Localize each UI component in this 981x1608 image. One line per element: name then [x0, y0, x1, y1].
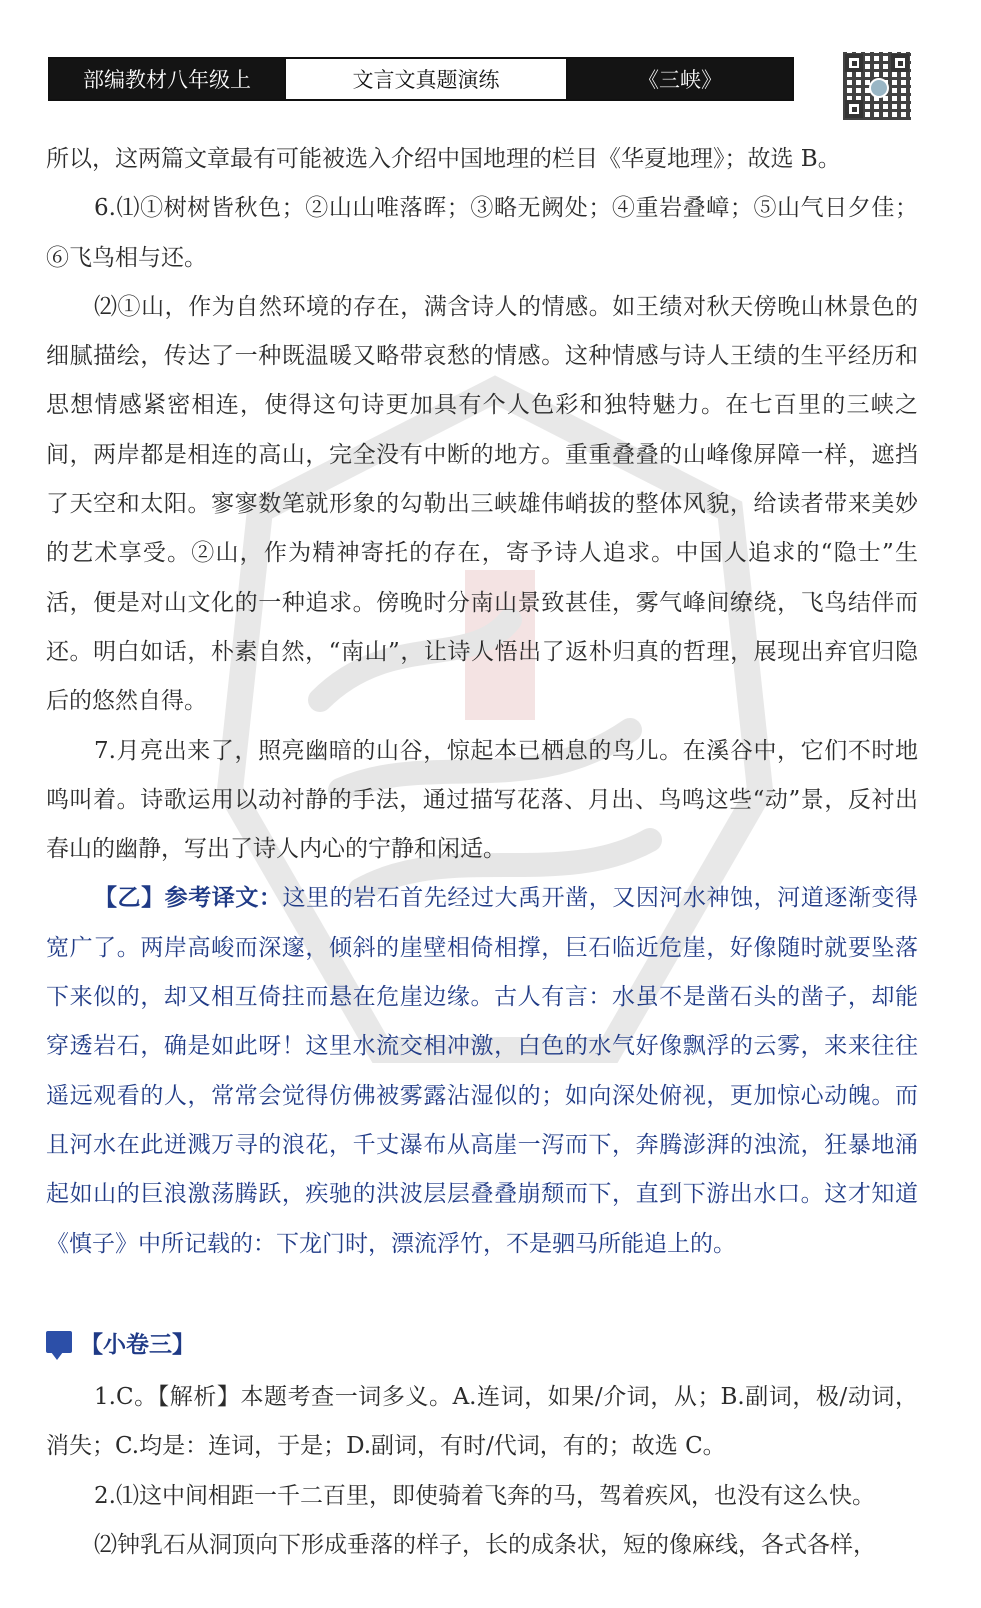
- header-bar: [48, 57, 794, 101]
- answer-body: [46, 135, 918, 1269]
- qr-code-icon: [843, 52, 911, 120]
- translation-text: 这里的岩石首先经过大禹开凿，又因河水神蚀，河道逐渐变得宽广了。两岸高峻而深邃，倾斜的崖壁相倚相撑，巨石临近危崖，好像随时就要坠落下来似的，却又相互倚拄而悬在危崖边缘。古人有言：水虽不是凿石头的凿子，却能穿透岩石，确是如此呀！这里水流交相冲激，白色的水气好像飘浮的云雾，来来往往遥远观看的人，常常会觉得仿佛被雾露沾湿似的；如向深处俯视，更加惊心动魄。而且河水在此迸溅万寻的浪花，千丈瀑布从高崖一泻而下，奔腾澎湃的浊流，狂暴地涌起如山的巨浪激荡腾跃，疾驰的洪波层层叠叠崩颓而下，直到下游出水口。这才知道《慎子》中所记载的：下龙门时，漂流浮竹，不是驷马所能追上的。: [46, 885, 919, 1257]
- translation-label: 【乙】参考译文：: [94, 885, 283, 912]
- section3-body: [46, 1373, 918, 1570]
- translation-paragraph: [46, 874, 918, 1268]
- answer-paragraph: 6.⑴①树树皆秋色；②山山唯落晖；③略无阙处；④重岩叠嶂；⑤山气日夕佳；⑥飞鸟相与还。: [46, 195, 918, 271]
- header-grade: 部编教材八年级上: [50, 59, 284, 99]
- answer-paragraph: ⑵钟乳石从洞顶向下形成垂落的样子，长的成条状，短的像麻线，各式各样，: [94, 1531, 876, 1558]
- section-heading: [46, 1322, 195, 1362]
- flag-icon: [46, 1331, 72, 1353]
- header-topic: 文言文真题演练: [284, 59, 568, 99]
- answer-paragraph: 1.C。【解析】本题考查一词多义。A.连词，如果/介词，从；B.副词，极/动词，消失；C.均是：连词，于是；D.副词，有时/代词，有的；故选 C。: [46, 1384, 918, 1460]
- answer-paragraph: ⑵①山，作为自然环境的存在，满含诗人的情感。如王绩对秋天傍晚山林景色的细腻描绘，传达了一种既温暖又略带哀愁的情感。这种情感与诗人王绩的生平经历和思想情感紧密相连，使得这句诗更加具有个人色彩和独特魅力。在七百里的三峡之间，两岸都是相连的高山，完全没有中断的地方。重重叠叠的山峰像屏障一样，遮挡了天空和太阳。寥寥数笔就形象的勾勒出三峡雄伟峭拔的整体风貌，给读者带来美妙的艺术享受。②山，作为精神寄托的存在，寄予诗人追求。中国人追求的“隐士”生活，便是对山文化的一种追求。傍晚时分南山景致甚佳，雾气峰间缭绕，飞鸟结伴而还。明白如话，朴素自然，“南山”，让诗人悟出了返朴归真的哲理，展现出弃官归隐后的悠然自得。: [46, 293, 918, 715]
- answer-paragraph: 7.月亮出来了，照亮幽暗的山谷，惊起本已栖息的鸟儿。在溪谷中，它们不时地鸣叫着。诗歌运用以动衬静的手法，通过描写花落、月出、鸟鸣这些“动”景，反衬出春山的幽静，写出了诗人内心的宁静和闲适。: [46, 737, 918, 863]
- answer-paragraph: 所以，这两篇文章最有可能被选入介绍中国地理的栏目《华夏地理》；故选 B。: [46, 146, 841, 172]
- answer-paragraph: 2.⑴这中间相距一千二百里，即使骑着飞奔的马，驾着疾风，也没有这么快。: [94, 1482, 875, 1509]
- section-title: 【小卷三】: [80, 1330, 195, 1358]
- header-title: 《三峡》: [568, 59, 792, 99]
